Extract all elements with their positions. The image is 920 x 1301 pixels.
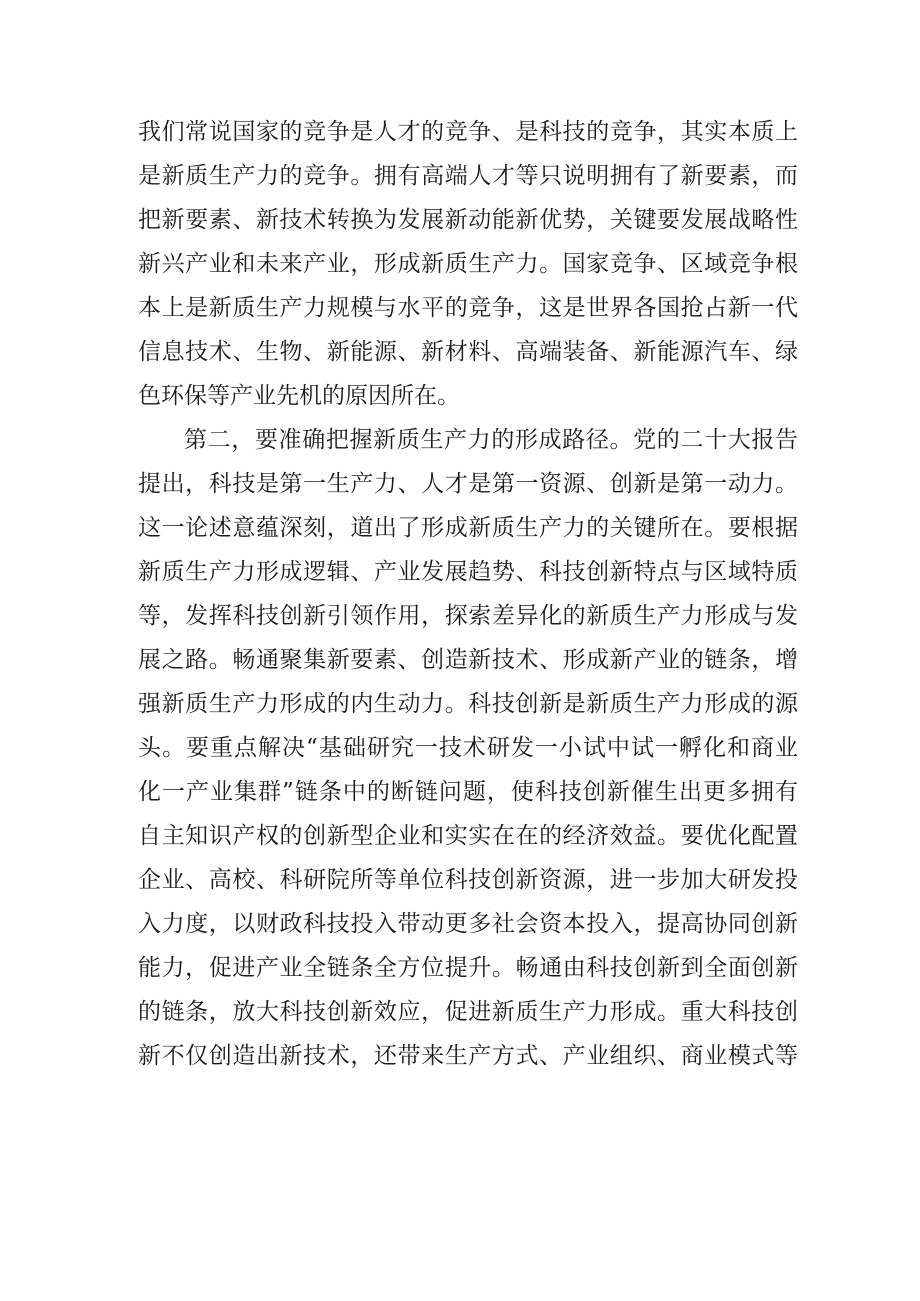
text-line: 是新质生产力的竞争。拥有高端人才等只说明拥有了新要素，而 (138, 163, 798, 189)
text-line: 头。要重点解决“基础研究一技术研发一小试中试一孵化和商业 (138, 735, 798, 761)
text-line: 能力，促进产业全链条全方位提升。畅通由科技创新到全面创新 (138, 955, 798, 981)
text-line: 把新要素、新技术转换为发展新动能新优势，关键要发展战略性 (138, 207, 798, 233)
body-text (138, 110, 798, 1078)
text-line: 化一产业集群”链条中的断链问题，使科技创新催生出更多拥有 (138, 779, 798, 805)
text-line: 新兴产业和未来产业，形成新质生产力。国家竞争、区域竞争根 (138, 251, 798, 277)
text-line: 新不仅创造出新技术，还带来生产方式、产业组织、商业模式等 (138, 1043, 798, 1069)
text-line: 信息技术、生物、新能源、新材料、高端装备、新能源汽车、绿 (138, 339, 798, 365)
text-line: 等，发挥科技创新引领作用，探索差异化的新质生产力形成与发 (138, 603, 798, 629)
paragraph-start-line: 第二，要准确把握新质生产力的形成路径。党的二十大报告 (184, 427, 798, 453)
text-line: 我们常说国家的竞争是人才的竞争、是科技的竞争，其实本质上 (138, 119, 798, 145)
text-line: 色环保等产业先机的原因所在。 (138, 383, 460, 409)
text-line: 的链条，放大科技创新效应，促进新质生产力形成。重大科技创 (138, 999, 798, 1025)
text-line: 提出，科技是第一生产力、人才是第一资源、创新是第一动力。 (138, 471, 798, 497)
text-line: 强新质生产力形成的内生动力。科技创新是新质生产力形成的源 (138, 691, 798, 717)
text-line: 入力度，以财政科技投入带动更多社会资本投入，提高协同创新 (138, 911, 798, 937)
text-line: 本上是新质生产力规模与水平的竞争，这是世界各国抢占新一代 (138, 295, 798, 321)
text-line: 这一论述意蕴深刻，道出了形成新质生产力的关键所在。要根据 (138, 515, 798, 541)
text-line: 自主知识产权的创新型企业和实实在在的经济效益。要优化配置 (138, 823, 798, 849)
text-line: 企业、高校、科研院所等单位科技创新资源，进一步加大研发投 (138, 867, 798, 893)
text-line: 展之路。畅通聚集新要素、创造新技术、形成新产业的链条，增 (138, 647, 798, 673)
text-line: 新质生产力形成逻辑、产业发展趋势、科技创新特点与区域特质 (138, 559, 798, 585)
